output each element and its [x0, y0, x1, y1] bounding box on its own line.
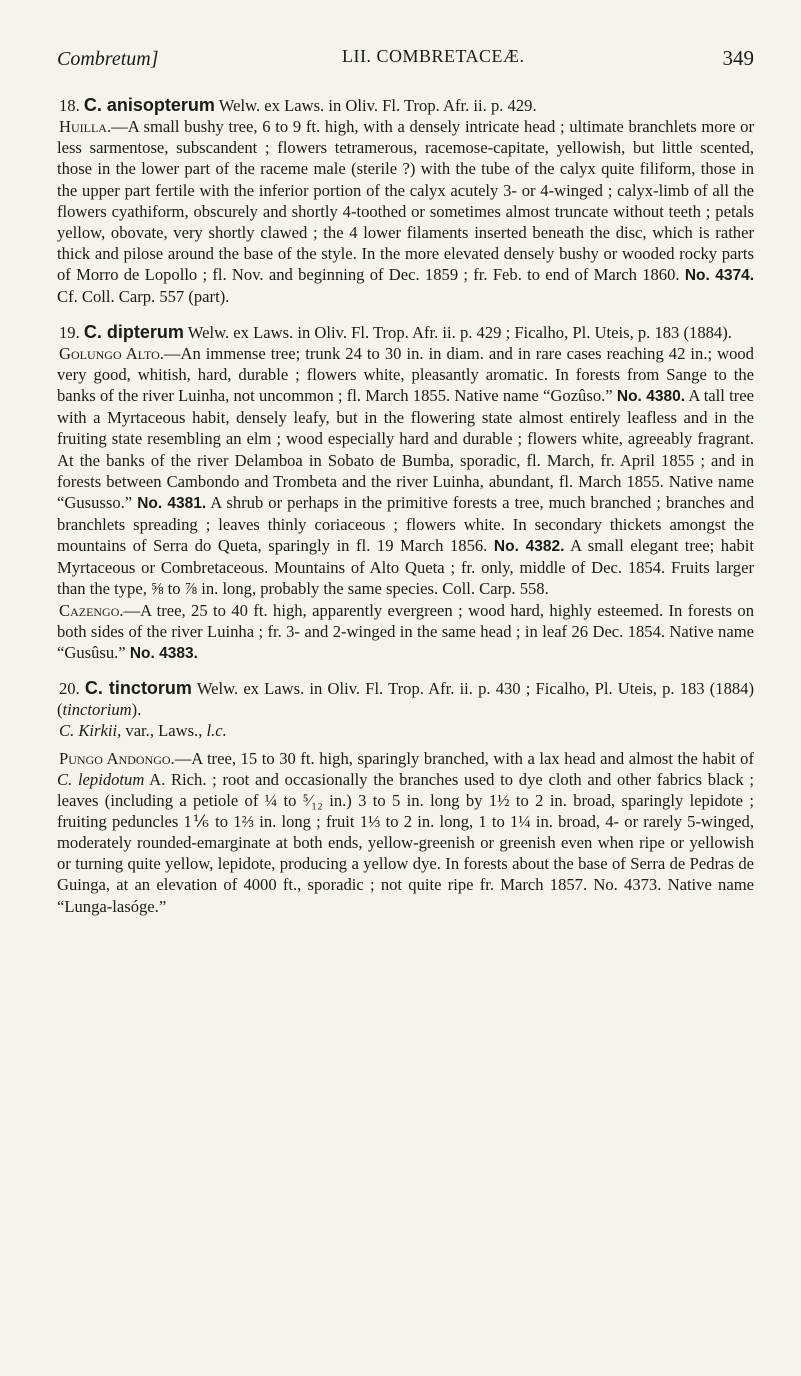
specimen-number: No. 4383. — [129, 644, 198, 662]
species-entry-20 — [57, 678, 754, 917]
locality-text: —An immense tree; trunk 24 to 30 in. in diam. and in rare cases reaching 42 in.; wood very good, whitish, hard, durable ; flowers white, pleasantly aromatic. In forests from Sange to the banks of the river Luinha, not uncommon ; fl. March 1855. Native name “Gozûso.” — [57, 343, 754, 406]
locality-paragraph — [57, 600, 754, 664]
species-heading — [57, 678, 754, 720]
species-citation: Welw. ex Laws. in Oliv. Fl. Trop. Afr. ii. p. 429. — [218, 96, 537, 115]
species-name: C. dipterum — [83, 321, 184, 342]
specimen-number: No. 4382. — [493, 538, 565, 556]
locality-text-italic: C. lepidotum — [57, 769, 145, 789]
synonym-lc: l.c. — [206, 721, 227, 741]
species-number: 20. — [59, 679, 80, 699]
synonym-name: C. Kirkii, — [59, 721, 122, 741]
species-number: 18. — [59, 96, 80, 115]
locality-tail: A small elegant tree; habit Myrtaceous or Combretaceous. Mountains of Alto Queta ; fr. only, middle of Dec. 1854. Fruits larger than the type, ⅝ to ⅞ in. long, probably the same species. Coll. Carp. 558. — [57, 536, 754, 599]
locality-paragraph — [57, 116, 754, 307]
species-citation: Welw. ex Laws. in Oliv. Fl. Trop. Afr. ii. p. 429 ; Ficalho, Pl. Uteis, p. 183 (1884). — [187, 322, 732, 342]
locality-name: Pungo Andongo. — [59, 748, 175, 768]
locality-name: Cazengo. — [59, 600, 124, 620]
locality-text-2: A. Rich. ; root and occasionally the branches used to dye cloth and other fabrics black ; leaves (including a petiole of ¼ to ⁵⁄₁₂ in.) 3 to 5 in. long by 1½ to 2 in. broad, sparingly lepidote ; fruiting peduncles 1⅙ to 1⅔ in. long ; fruit 1⅓ to 2 in. long, 1 to 1¼ in. broad, 4- or rarely 5-winged, moderately rounded-emarginate at both ends, yellow-greenish or greenish even when ripe or yellowish or turning quite yellow, lepidote, producing a yellow dye. In forests about the base of Serra de Pedras de Guinga, at an elevation of 4000 ft., sporadic ; not quite ripe fr. March 1857. No. 4373. Native name “Lunga-lasóge.” — [57, 769, 754, 916]
locality-text: —A small bushy tree, 6 to 9 ft. high, with a densely intricate head ; ultimate branchlets more or less sarmentose, subscandent ; flowers tetramerous, racemose-capitate, yellowish, but little scented, those in the lower part of the raceme male (sterile ?) with the tube of the calyx quite filiform, those in the upper part fertile with the inferior portion of the calyx acutely 3- or 4-winged ; calyx-limb of all the flowers cyathiform, obscurely and shortly 4-toothed or sometimes almost truncate without teeth ; petals yellow, obovate, very shortly clawed ; the 4 lower filaments inserted beneath the disc, which is rather thick and pilose around the base of the style. In the more elevated densely bushy or wooded rocky parts of Morro de Lopollo ; fl. Nov. and beginning of Dec. 1859 ; fr. Feb. to end of March 1860. — [57, 117, 754, 285]
running-header — [57, 46, 754, 71]
page-number: 349 — [722, 46, 754, 70]
citation-end: ). — [131, 700, 142, 720]
synonym-line — [57, 720, 754, 741]
header-family: LII. COMBRETACEÆ. — [342, 46, 525, 66]
specimen-number: No. 4381. — [137, 494, 207, 512]
specimen-number: No. 4374. — [684, 267, 754, 285]
header-genus: Combretum] — [57, 48, 159, 70]
locality-tail: A shrub or perhaps in the primitive forests a tree, much branched ; branches and branchlets spreading ; leaves thinly coriaceous ; flowers white. In secondary thickets amongst the mountains of Serra do Queta, sparingly in fl. 19 March 1856. — [57, 492, 754, 556]
locality-name: Golungo Alto. — [59, 343, 164, 363]
species-number: 19. — [59, 322, 80, 342]
specimen-number: No. 4380. — [616, 388, 686, 406]
locality-text: —A tree, 15 to 30 ft. high, sparingly branched, with a lax head and almost the habit of — [174, 748, 754, 768]
locality-name: Huilla. — [59, 117, 112, 137]
species-heading — [57, 322, 754, 343]
locality-tail: Cf. Coll. Carp. 557 (part). — [57, 287, 230, 307]
species-name: C. anisopterum — [83, 95, 215, 115]
locality-text: —A tree, 25 to 40 ft. high, apparently evergreen ; wood hard, highly esteemed. In forests on both sides of the river Luinha ; fr. 3- and 2-winged in the same head ; in leaf 26 Dec. 1854. Native name “Gusûsu.” — [57, 600, 754, 662]
locality-paragraph — [57, 748, 754, 917]
species-entry-18 — [57, 95, 754, 308]
locality-paragraph — [57, 343, 754, 600]
species-entry-19 — [57, 322, 754, 665]
citation-italic: tinctorium — [62, 700, 132, 720]
locality-tail: A tall tree with a Myrtaceous habit, densely leafy, but in the flowering state almost entirely leafless and in the fruiting state resembling an elm ; wood especially hard and durable ; flowers white, agreeably fragrant. At the banks of the river Delamboa in Sobato de Bumba, sporadic, fl. March, fr. April 1855 ; and in forests between Cambondo and Trombeta and the river Luinha, abundant, fl. March 1855. Native name “Gususso.” — [57, 386, 754, 512]
species-name: C. tinctorum — [84, 678, 192, 699]
synonym-rest: var., Laws., — [121, 721, 207, 741]
species-citation: Welw. ex Laws. in Oliv. Fl. Trop. Afr. ii. p. 430 ; Ficalho, Pl. Uteis, p. 183 (1884) ( — [57, 679, 755, 720]
species-heading — [57, 95, 754, 116]
